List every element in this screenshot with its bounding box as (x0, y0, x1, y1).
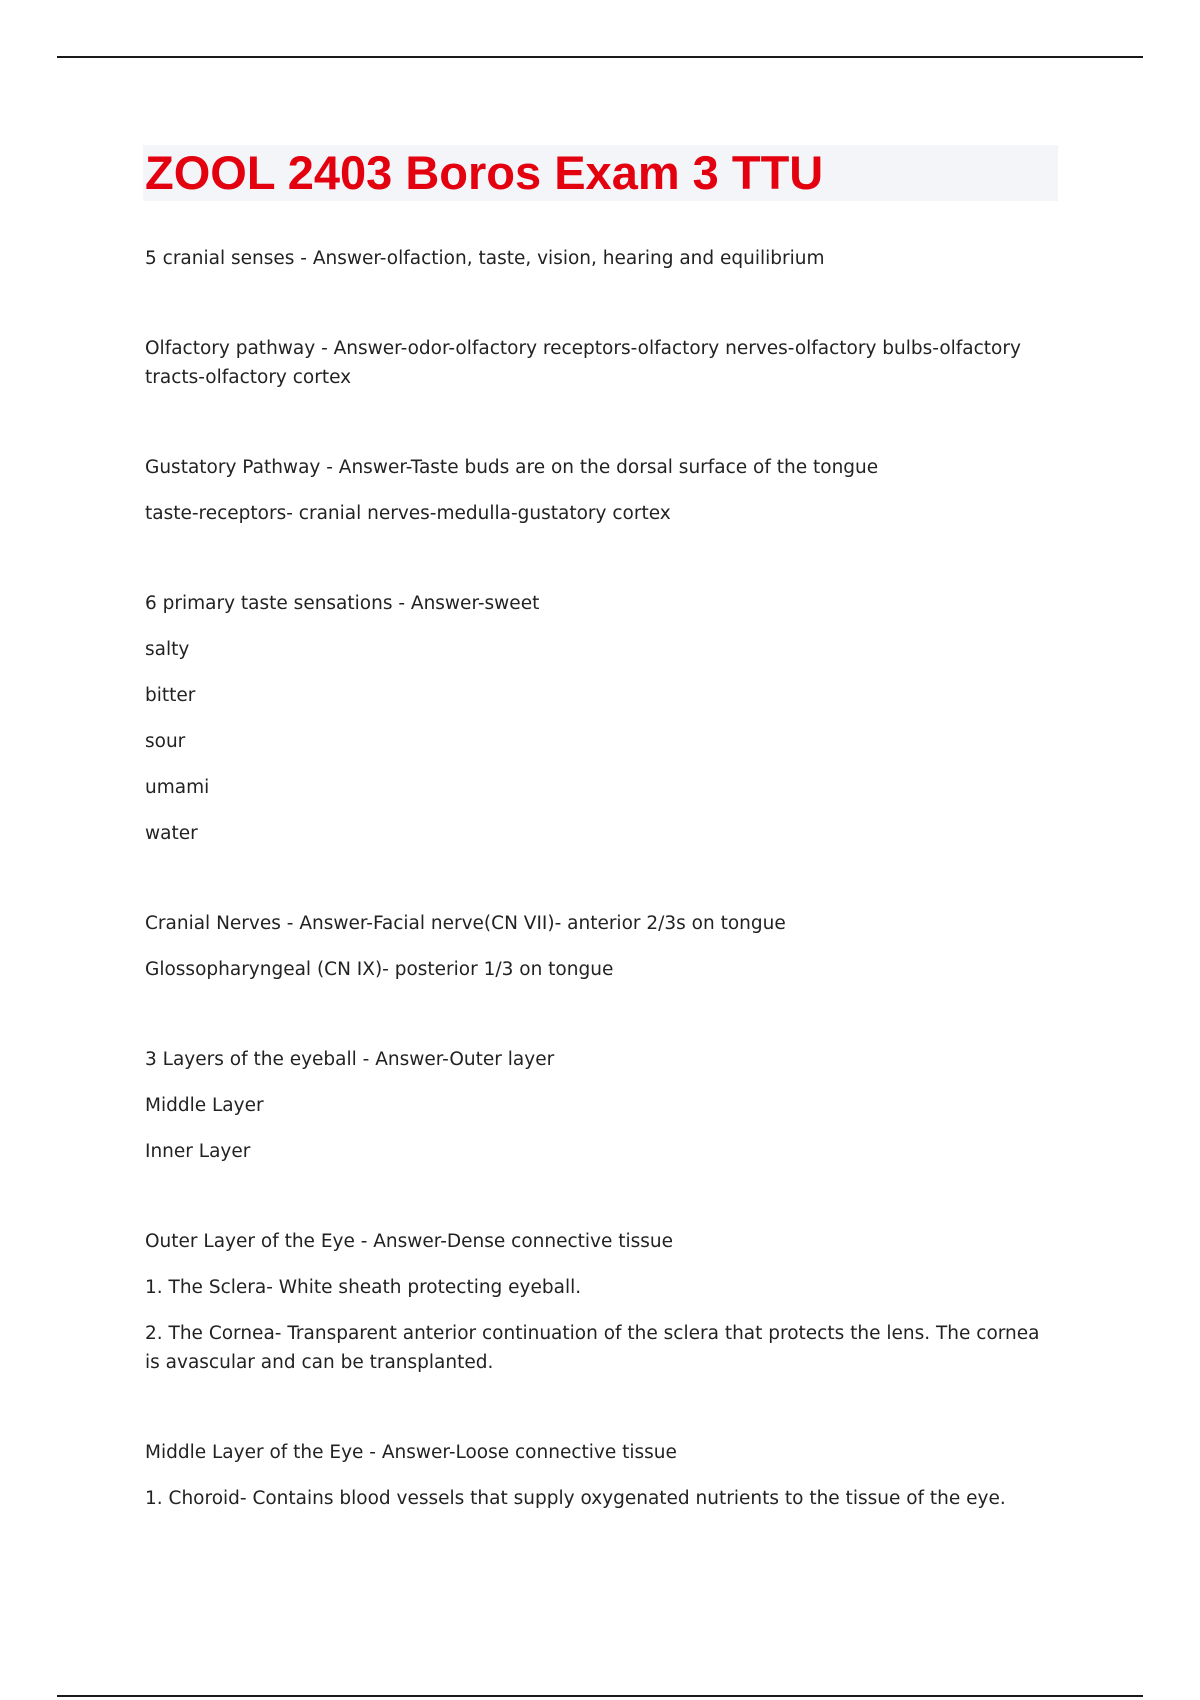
entry-line: taste-receptors- cranial nerves-medulla-gustatory cortex (145, 503, 671, 524)
qa-entry (145, 1045, 1045, 1166)
entry-line: 1. Choroid- Contains blood vessels that supply oxygenated nutrients to the tissue of the eye. (145, 1488, 1006, 1509)
entry-line: salty (145, 639, 190, 660)
document-body (145, 244, 1045, 1574)
entry-line: sour (145, 731, 186, 752)
entry-line: Cranial Nerves - Answer-Facial nerve(CN VII)- anterior 2/3s on tongue (145, 913, 786, 934)
entry-line: water (145, 823, 198, 844)
entry-line: 6 primary taste sensations - Answer-sweet (145, 593, 540, 614)
qa-entry (145, 589, 1045, 848)
entry-line: Middle Layer of the Eye - Answer-Loose connective tissue (145, 1442, 677, 1463)
entry-line: Olfactory pathway - Answer-odor-olfactory receptors-olfactory nerves-olfactory bulbs-olfactory tracts-olfactory cortex (145, 338, 1021, 388)
entry-line: bitter (145, 685, 196, 706)
entry-line: Glossopharyngeal (CN IX)- posterior 1/3 on tongue (145, 959, 614, 980)
qa-entry (145, 1227, 1045, 1377)
qa-entry (145, 334, 1045, 392)
entry-line: 3 Layers of the eyeball - Answer-Outer layer (145, 1049, 555, 1070)
qa-entry (145, 453, 1045, 528)
qa-entry (145, 1438, 1045, 1513)
qa-entry (145, 244, 1045, 273)
entry-line: 5 cranial senses - Answer-olfaction, taste, vision, hearing and equilibrium (145, 248, 825, 269)
entry-line: Middle Layer (145, 1095, 264, 1116)
document-title: ZOOL 2403 Boros Exam 3 TTU (145, 146, 824, 199)
entry-line: umami (145, 777, 210, 798)
footer-rule (57, 1695, 1143, 1697)
header-rule (57, 56, 1143, 58)
entry-line: 2. The Cornea- Transparent anterior continuation of the sclera that protects the lens. The cornea is avascular and can be transplanted. (145, 1323, 1040, 1373)
qa-entry (145, 909, 1045, 984)
entry-line: Outer Layer of the Eye - Answer-Dense connective tissue (145, 1231, 674, 1252)
entry-line: Inner Layer (145, 1141, 251, 1162)
entry-line: Gustatory Pathway - Answer-Taste buds are on the dorsal surface of the tongue (145, 457, 879, 478)
entry-line: 1. The Sclera- White sheath protecting eyeball. (145, 1277, 582, 1298)
